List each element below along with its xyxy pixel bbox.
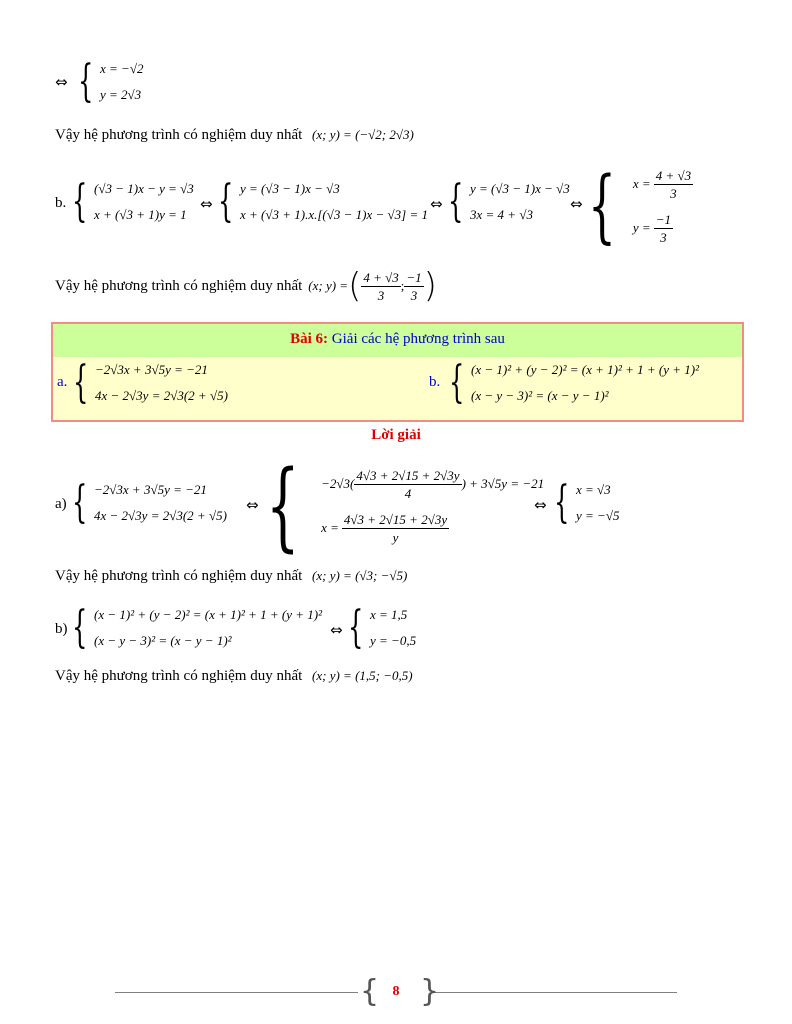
exercise-header: [53, 324, 742, 357]
solution-b-step1: { (x − 1)² + (y − 2)² = (x + 1)² + 1 + (y + 1)² (x − y − 3)² = (x − y − 1)²: [72, 602, 322, 653]
part-label: a): [55, 496, 67, 512]
conclusion-text: Vậy hệ phương trình có nghiệm duy nhất (x; y) = (1,5; −0,5): [55, 668, 413, 684]
system-b-step4: { x = $\frac{4 + √3}{3}$ y = $\frac{-1}{3}$: [588, 159, 692, 252]
equivalence-symbol: ⇔: [330, 621, 343, 639]
conclusion-text: Vậy hệ phương trình có nghiệm duy nhất (x; y) = (−√2; 2√3): [55, 127, 414, 143]
solution-pair: (x; y) = (1,5; −0,5): [312, 668, 413, 683]
system-b-step1: { (√3 − 1)x − y = √3 x + (√3 + 1)y = 1: [72, 176, 194, 227]
exercise-a-system: { −2√3x + 3√5y = −21 4x − 2√3y = 2√3(2 + √5): [73, 357, 228, 408]
system-b-step3: { y = (√3 − 1)x − √3 3x = 4 + √3: [448, 176, 570, 227]
equivalence-symbol: ⇔: [246, 496, 259, 514]
solution-a-step2: { −2√3( $\frac{4√3 + 2√15 + 2√3y}{4}$ ) + 3√5y = −21 x = $\frac{4√3 + 2√15 + 2√3y}{y}$: [266, 450, 545, 562]
exercise-b-system: { (x − 1)² + (y − 2)² = (x + 1)² + 1 + (y + 1)² (x − y − 3)² = (x − y − 1)²: [449, 357, 699, 408]
system-b-step2: { y = (√3 − 1)x − √3 x + (√3 + 1).x.[(√3 − 1)x − √3] = 1: [218, 176, 429, 227]
part-label: b.: [55, 195, 67, 211]
solution-pair: (x; y) = (√3; −√5): [312, 568, 408, 583]
exercise-a-label: a.: [57, 374, 68, 390]
exercise-box: [51, 322, 744, 422]
footer-brace-left: {: [360, 974, 380, 1009]
eq-row: x = −√2: [100, 61, 144, 76]
solution-a-step1: { −2√3x + 3√5y = −21 4x − 2√3y = 2√3(2 + √5): [72, 477, 227, 528]
solution-b-step2: { x = 1,5 y = −0,5: [348, 602, 417, 653]
part-label: b): [55, 621, 68, 637]
exercise-b-label: b.: [429, 374, 441, 390]
system-solution-1: { x = −√2 y = 2√3: [78, 56, 144, 107]
eq-row: y = 2√3: [100, 87, 142, 102]
footer-rule-left: [115, 992, 358, 993]
conclusion-text: Vậy hệ phương trình có nghiệm duy nhất (x; y) = (√3; −√5): [55, 568, 408, 584]
solution-a-step3: { x = √3 y = −√5: [554, 477, 620, 528]
equivalence-symbol: ⇔: [200, 195, 213, 213]
equivalence-symbol: ⇔: [430, 195, 443, 213]
equivalence-symbol: ⇔: [570, 195, 583, 213]
exercise-title: Giải các hệ phương trình sau: [328, 331, 505, 347]
page-number: 8: [392, 984, 400, 999]
equivalence-symbol: ⇔: [534, 496, 547, 514]
solution-pair: (x; y) = (−√2; 2√3): [312, 127, 414, 142]
footer-brace-right: }: [420, 974, 440, 1009]
solution-title: Lời giải: [371, 427, 421, 443]
equivalence-symbol: ⇔: [55, 73, 68, 91]
footer-rule-right: [434, 992, 677, 993]
conclusion-text: Vậy hệ phương trình có nghiệm duy nhất (x; y) = ( $\frac{4 + √3}{3}$ ; $\frac{-1}{3}$ ): [55, 266, 437, 306]
exercise-number: Bài 6:: [290, 331, 329, 347]
